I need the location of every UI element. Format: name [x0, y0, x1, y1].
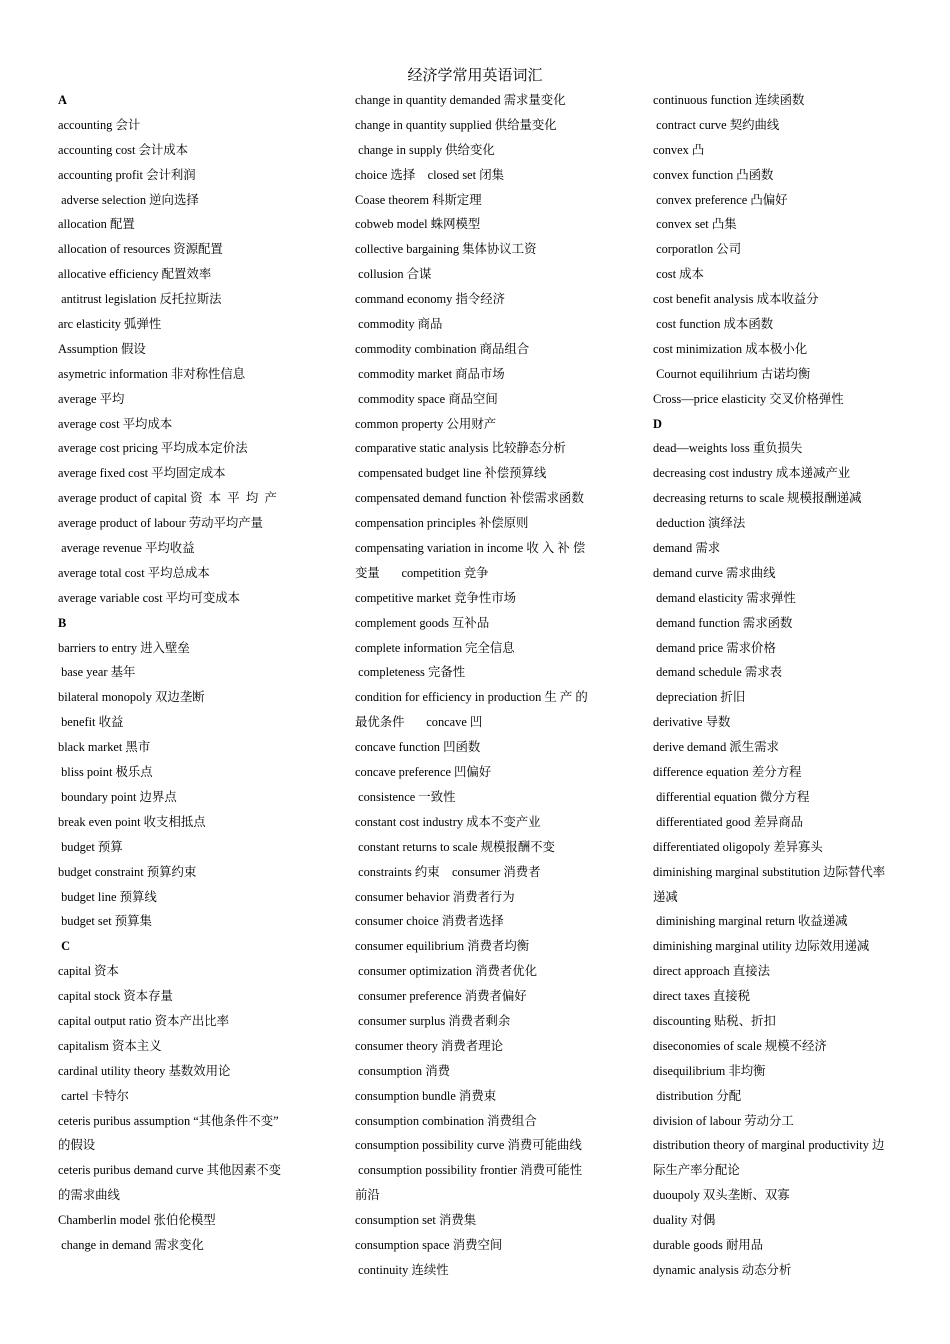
- glossary-entry: demand elasticity 需求弹性: [653, 590, 796, 605]
- glossary-entry: 最优条件 concave 凹: [355, 715, 483, 730]
- glossary-entry: consumption bundle 消费束: [355, 1088, 497, 1103]
- glossary-entry: average 平均: [58, 391, 125, 406]
- glossary-entry: 递减: [653, 889, 678, 904]
- glossary-entry: cost 成本: [653, 267, 704, 282]
- glossary-entry: allocative efficiency 配置效率: [58, 267, 212, 282]
- glossary-entry: consumption space 消费空间: [355, 1237, 503, 1252]
- glossary-entry: boundary point 边界点: [58, 789, 177, 804]
- glossary-entry: consumer behavior 消费者行为: [355, 889, 515, 904]
- glossary-entry: direct approach 直接法: [653, 964, 770, 979]
- glossary-entry: diminishing marginal return 收益递减: [653, 914, 848, 929]
- glossary-entry: diseconomies of scale 规模不经济: [653, 1038, 827, 1053]
- glossary-entry: durable goods 耐用品: [653, 1237, 764, 1252]
- glossary-entry: decreasing returns to scale 规模报酬递减: [653, 491, 862, 506]
- glossary-entry: competitive market 竞争性市场: [355, 590, 517, 605]
- glossary-entry: duality 对偶: [653, 1213, 716, 1228]
- glossary-entry: asymetric information 非对称性信息: [58, 366, 246, 381]
- glossary-entry: consumer equilibrium 消费者均衡: [355, 939, 530, 954]
- glossary-entry: convex set 凸集: [653, 217, 737, 232]
- glossary-entry: continuity 连续性: [355, 1262, 449, 1277]
- glossary-entry: barriers to entry 进入壁垒: [58, 640, 190, 655]
- glossary-entry: disequilibrium 非均衡: [653, 1063, 766, 1078]
- glossary-entry: Cross—price elasticity 交叉价格弹性: [653, 391, 844, 406]
- glossary-entry: corporatlon 公司: [653, 242, 742, 257]
- glossary-entry: dynamic analysis 动态分析: [653, 1262, 792, 1277]
- glossary-entry: consumption set 消费集: [355, 1213, 477, 1228]
- glossary-entry: contract curve 契约曲线: [653, 117, 780, 132]
- glossary-entry: consistence 一致性: [355, 789, 456, 804]
- glossary-entry: comparative static analysis 比较静态分析: [355, 441, 566, 456]
- glossary-entry: deduction 演绎法: [653, 516, 746, 531]
- glossary-entry: budget set 预算集: [58, 914, 152, 929]
- glossary-entry: budget line 预算线: [58, 889, 157, 904]
- glossary-entry: consumer surplus 消费者剩余: [355, 1013, 511, 1028]
- glossary-entry: average variable cost 平均可变成本: [58, 590, 241, 605]
- glossary-entry: consumer optimization 消费者优化: [355, 964, 538, 979]
- glossary-entry: differential equation 微分方程: [653, 789, 810, 804]
- glossary-entry: break even point 收支相抵点: [58, 814, 206, 829]
- glossary-entry: demand function 需求函数: [653, 615, 793, 630]
- glossary-entry: constraints 约束 consumer 消费者: [355, 864, 541, 879]
- glossary-entry: Assumption 假设: [58, 341, 146, 356]
- glossary-entry: demand 需求: [653, 541, 721, 556]
- glossary-entry: consumer theory 消费者理论: [355, 1038, 503, 1053]
- glossary-entry: allocation 配置: [58, 217, 135, 232]
- glossary-entry: change in supply 供给变化: [355, 142, 495, 157]
- section-letter-heading: A: [58, 93, 67, 107]
- glossary-entry: budget constraint 预算约束: [58, 864, 197, 879]
- glossary-entry: consumer preference 消费者偏好: [355, 989, 527, 1004]
- section-letter-heading: C: [58, 939, 71, 954]
- glossary-entry: demand schedule 需求表: [653, 665, 783, 680]
- glossary-entry: capitalism 资本主义: [58, 1038, 162, 1053]
- glossary-entry: cartel 卡特尔: [58, 1088, 129, 1103]
- glossary-entry: derivative 导数: [653, 715, 731, 730]
- glossary-entry: consumption possibility frontier 消费可能性: [355, 1163, 583, 1178]
- glossary-entry: compensated demand function 补偿需求函数: [355, 491, 584, 506]
- glossary-entry: average cost pricing 平均成本定价法: [58, 441, 248, 456]
- glossary-entry: decreasing cost industry 成本递减产业: [653, 466, 851, 481]
- glossary-entry: demand price 需求价格: [653, 640, 776, 655]
- glossary-column-2: [355, 89, 600, 1284]
- glossary-entry: compensation principles 补偿原则: [355, 516, 529, 531]
- glossary-entry: average total cost 平均总成本: [58, 565, 210, 580]
- glossary-entry: compensating variation in income 收 入 补 偿: [355, 541, 586, 556]
- glossary-entry: accounting 会计: [58, 117, 141, 132]
- glossary-entry: change in demand 需求变化: [58, 1237, 204, 1252]
- glossary-entry: bliss point 极乐点: [58, 765, 153, 780]
- glossary-entry: distribution 分配: [653, 1088, 742, 1103]
- glossary-entry: completeness 完备性: [355, 665, 466, 680]
- glossary-entry: average cost 平均成本: [58, 416, 173, 431]
- glossary-entry: condition for efficiency in production 生 产 的: [355, 690, 588, 705]
- glossary-entry: collusion 合谋: [355, 267, 432, 282]
- glossary-entry: common property 公用财产: [355, 416, 497, 431]
- glossary-entry: convex function 凸函数: [653, 167, 774, 182]
- glossary-entry: cost function 成本函数: [653, 317, 774, 332]
- glossary-entry: consumption combination 消费组合: [355, 1113, 537, 1128]
- glossary-entry: ceteris puribus assumption “其他条件不变”: [58, 1113, 279, 1128]
- glossary-column-3: [653, 89, 898, 1284]
- glossary-entry: consumption possibility curve 消费可能曲线: [355, 1138, 582, 1153]
- glossary-entry: difference equation 差分方程: [653, 765, 802, 780]
- glossary-entry: complement goods 互补品: [355, 615, 490, 630]
- glossary-entry: benefit 收益: [58, 715, 124, 730]
- section-letter-heading: B: [58, 615, 67, 630]
- glossary-entry: commodity market 商品市场: [355, 366, 505, 381]
- glossary-entry: Cournot equilihrium 古诺均衡: [653, 366, 811, 381]
- glossary-entry: accounting cost 会计成本: [58, 142, 189, 157]
- glossary-entry: commodity space 商品空间: [355, 391, 498, 406]
- glossary-entry: accounting profit 会计利润: [58, 167, 196, 182]
- glossary-entry: 际生产率分配论: [653, 1163, 740, 1178]
- glossary-entry: distribution theory of marginal productivity 边: [653, 1138, 885, 1153]
- glossary-entry: concave preference 凹偏好: [355, 765, 492, 780]
- glossary-entry: command economy 指令经济: [355, 292, 506, 307]
- glossary-entry: cost minimization 成本极小化: [653, 341, 808, 356]
- glossary-entry: dead—weights loss 重负损失: [653, 441, 803, 456]
- glossary-entry: black market 黑市: [58, 740, 151, 755]
- glossary-entry: diminishing marginal substitution 边际替代率: [653, 864, 886, 879]
- glossary-entry: complete information 完全信息: [355, 640, 515, 655]
- glossary-entry: base year 基年: [58, 665, 136, 680]
- glossary-entry: Chamberlin model 张伯伦模型: [58, 1213, 216, 1228]
- glossary-entry: discounting 贴税、折扣: [653, 1013, 776, 1028]
- glossary-entry: arc elasticity 弧弹性: [58, 317, 162, 332]
- glossary-entry: duoupoly 双头垄断、双寡: [653, 1188, 790, 1203]
- glossary-entry: direct taxes 直接税: [653, 989, 751, 1004]
- glossary-entry: cardinal utility theory 基数效用论: [58, 1063, 231, 1078]
- glossary-entry: commodity 商品: [355, 317, 443, 332]
- glossary-entry: division of labour 劳动分工: [653, 1113, 794, 1128]
- glossary-entry: budget 预算: [58, 839, 123, 854]
- glossary-entry: convex preference 凸偏好: [653, 192, 788, 207]
- glossary-entry: Coase theorem 科斯定理: [355, 192, 482, 207]
- glossary-entry: adverse selection 逆向选择: [58, 192, 199, 207]
- glossary-entry: 前沿: [355, 1188, 380, 1203]
- glossary-entry: concave function 凹函数: [355, 740, 481, 755]
- glossary-entry: differentiated oligopoly 差异寡头: [653, 839, 823, 854]
- glossary-entry: change in quantity supplied 供给量变化: [355, 117, 557, 132]
- glossary-entry: bilateral monopoly 双边垄断: [58, 690, 205, 705]
- glossary-entry: choice 选择 closed set 闭集: [355, 167, 504, 182]
- glossary-entry: cobweb model 蛛网模型: [355, 217, 481, 232]
- glossary-entry: change in quantity demanded 需求量变化: [355, 93, 566, 107]
- glossary-entry: allocation of resources 资源配置: [58, 242, 223, 257]
- glossary-entry: consumption 消费: [355, 1063, 450, 1078]
- glossary-entry: constant returns to scale 规模报酬不变: [355, 839, 555, 854]
- glossary-entry: continuous function 连续函数: [653, 93, 805, 107]
- glossary-entry: 的假设: [58, 1138, 96, 1153]
- glossary-entry: derive demand 派生需求: [653, 740, 779, 755]
- glossary-entry: commodity combination 商品组合: [355, 341, 530, 356]
- glossary-entry: 变量 competition 竞争: [355, 565, 489, 580]
- glossary-entry: average revenue 平均收益: [58, 541, 195, 556]
- glossary-entry: 的需求曲线: [58, 1188, 120, 1203]
- glossary-entry: compensated budget line 补偿预算线: [355, 466, 547, 481]
- glossary-entry: constant cost industry 成本不变产业: [355, 814, 541, 829]
- glossary-entry: cost benefit analysis 成本收益分: [653, 292, 819, 307]
- glossary-entry: capital stock 资本存量: [58, 989, 173, 1004]
- glossary-entry: ceteris puribus demand curve 其他因素不变: [58, 1163, 281, 1178]
- glossary-entry: demand curve 需求曲线: [653, 565, 776, 580]
- glossary-entry: diminishing marginal utility 边际效用递减: [653, 939, 870, 954]
- glossary-entry: collective bargaining 集体协议工资: [355, 242, 537, 257]
- page-title: 经济学常用英语词汇: [407, 68, 543, 84]
- glossary-entry: differentiated good 差异商品: [653, 814, 804, 829]
- glossary-entry: capital 资本: [58, 964, 119, 979]
- glossary-entry: depreciation 折旧: [653, 690, 746, 705]
- glossary-entry: average product of capital 资 本 平 均 产: [58, 491, 277, 506]
- glossary-entry: average fixed cost 平均固定成本: [58, 466, 226, 481]
- glossary-entry: antitrust legislation 反托拉斯法: [58, 292, 222, 307]
- glossary-entry: convex 凸: [653, 142, 705, 157]
- glossary-entry: capital output ratio 资本产出比率: [58, 1013, 230, 1028]
- section-letter-heading: D: [653, 416, 662, 431]
- glossary-entry: consumer choice 消费者选择: [355, 914, 504, 929]
- glossary-entry: average product of labour 劳动平均产量: [58, 516, 264, 531]
- glossary-column-1: [58, 89, 328, 1259]
